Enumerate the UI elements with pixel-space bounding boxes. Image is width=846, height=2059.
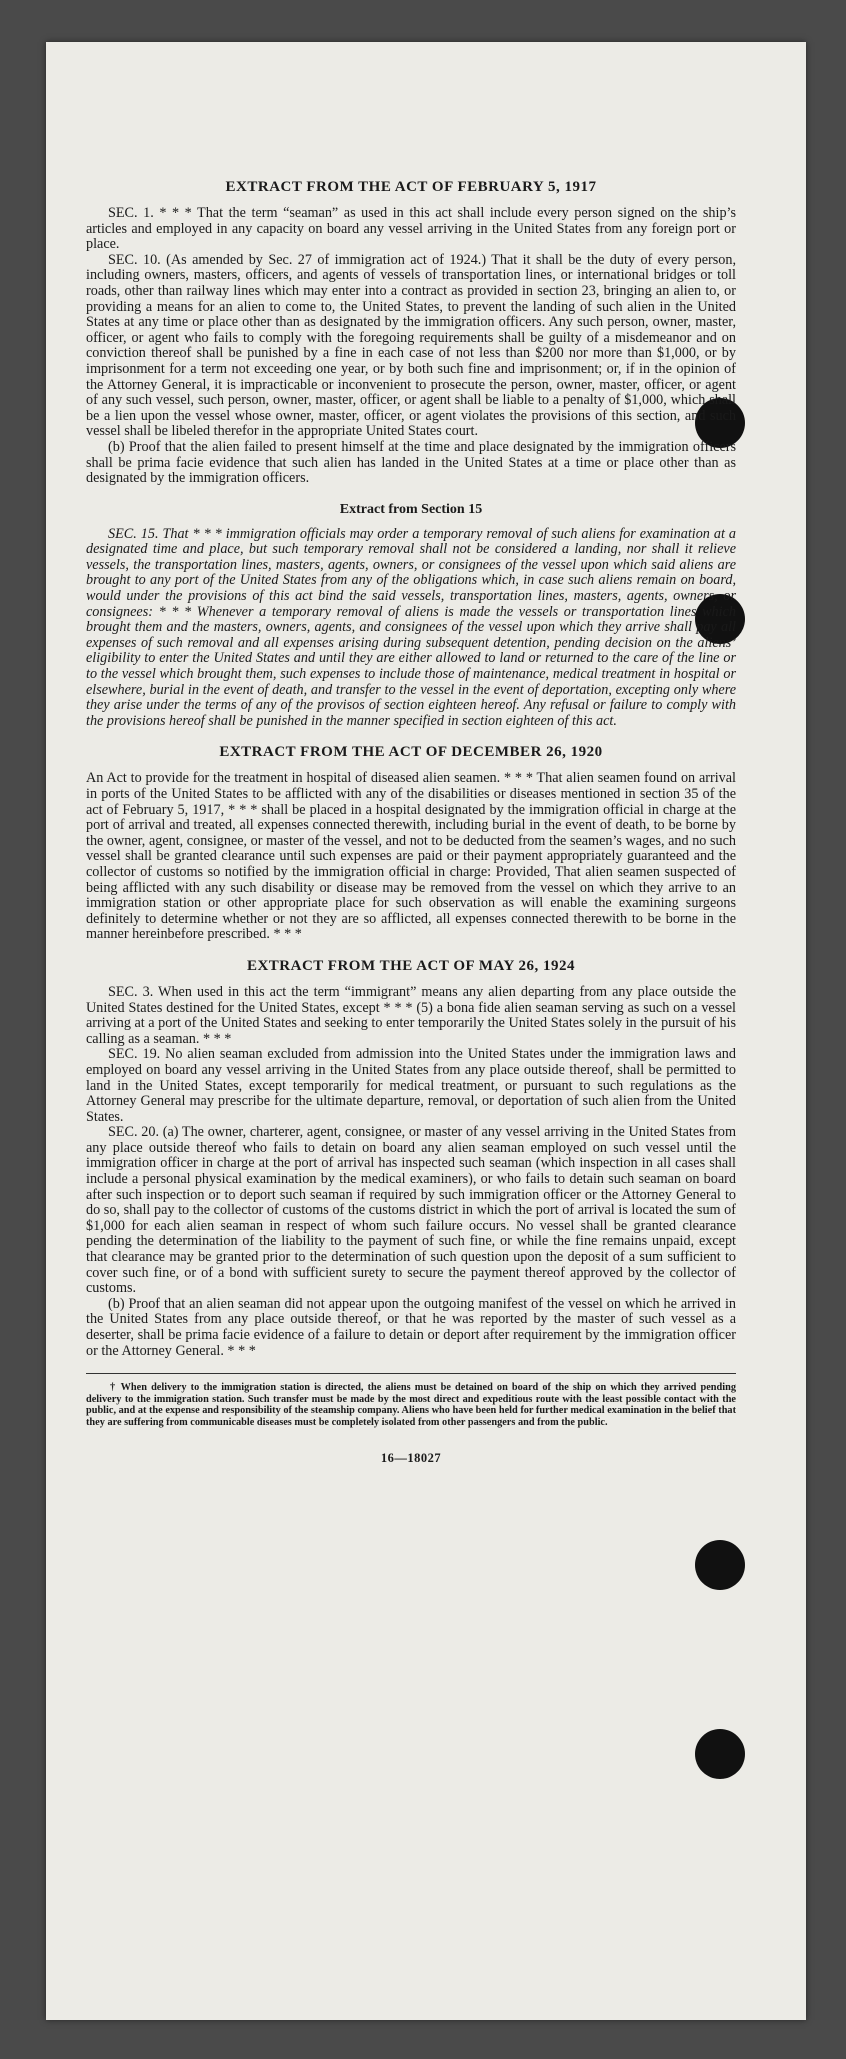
footnote-divider — [86, 1373, 736, 1374]
paragraph-sec-10b: (b) Proof that the alien failed to present himself at the time and place designated by the immigration officers shall be prima facie evidence that such alien has landed in the United States at a time or place other than as designated by the immigration officers. — [86, 438, 736, 487]
form-code: 16—18027 — [380, 1450, 442, 1465]
heading-section-15: Extract from Section 15 — [339, 501, 483, 517]
document-body — [86, 178, 736, 1466]
paragraph-sec-1: SEC. 1. * * * That the term “seaman” as used in this act shall include every person signed on the ship’s articles and employed in any capacity on board any vessel arriving in the United States from any foreign port or place. — [86, 205, 736, 253]
paragraph-act-1920: An Act to provide for the treatment in hospital of diseased alien seamen. * * * That alien seamen found on arrival in ports of the United States to be afflicted with any of the disabilities or diseases mentioned in section 35 of the act of February 5, 1917, * * * shall be placed in a hospital designated by the immigration official in charge at the port of arrival and treated, all expenses connected therewith, including burial in the event of death, to be borne by the owner, agent, consignee, or master of the vessel, and not to be deducted from the seamen’s wages, and no such vessel shall be granted clearance until such expenses are paid or their payment appropriately guaranteed and the collector of customs so notified by the immigration official in charge: Provided, That alien seamen suspected of being afflicted with any such disability or disease may be removed from the vessel on which they arrive to an immigration station or other appropriate place for such observation as will enable the examining surgeons definitely to determine whether or not they are so afflicted, all expenses connected therewith to be borne in the manner hereinbefore prescribed. * * * — [86, 770, 736, 943]
punch-hole — [695, 1540, 745, 1590]
paragraph-sec-20b: (b) Proof that an alien seaman did not appear upon the outgoing manifest of the vessel on which he arrived in the United States from any place outside thereof, or that he was reported by the master of such vessel as a deserter, shall be prima facie evidence of a failure to detain or deport after requirement by the immigration officer or the Attorney General. * * * — [86, 1295, 736, 1359]
paragraph-sec-3: SEC. 3. When used in this act the term “immigrant” means any alien departing from any place outside the United States destined for the United States, except * * * (5) a bona fide alien seaman serving as such on a vessel arriving at a port of the United States and seeking to enter temporarily the United States solely in the pursuit of his calling as a seaman. * * * — [86, 983, 736, 1047]
punch-hole — [695, 1729, 745, 1779]
paragraph-sec-15: SEC. 15. That * * * immigration officials may order a temporary removal of such aliens for examination at a designated time and place, but such temporary removal shall not be considered a landing, nor shall it relieve vessels, the transportation lines, masters, agents, owners, or consignees of the vessel upon which said aliens are brought to any port of the United States from any of the obligations which, in case such aliens remain on board, would under the provisions of this act bind the said vessels, transportation lines, masters, agents, owners, or consignees: * * * Whenever a temporary removal of aliens is made the vessels or transportation lines which brought them and the masters, owners, agents, and consignees of the vessel upon which they arrive shall pay all expenses of such removal and all expenses arising during subsequent detention, pending decision on the aliens’ eligibility to enter the United States and until they are either allowed to land or returned to the care of the line or to the vessel which brought them, such expenses to include those of maintenance, medical treatment in hospital or elsewhere, burial in the event of death, and transfer to the vessel in the event of deportation, excepting only where they arise under the terms of any of the provisos of section eighteen hereof. Any refusal or failure to comply with the provisions hereof shall be punished in the manner specified in section eighteen of this act. — [86, 525, 736, 729]
footnote: † When delivery to the immigration station is directed, the aliens must be detained on board of the ship on which they arrived pending delivery to the immigration station. Such transfer must be made by the most direct and expeditious route with the least possible contact with the public, and at the expense and responsibility of the steamship company. Aliens who have been held for further medical examination in the belief that they are suffering from communicable diseases must be completely isolated from other passengers and from the public. — [86, 1382, 736, 1428]
heading-act-1917: EXTRACT FROM THE ACT OF FEBRUARY 5, 1917 — [225, 179, 597, 195]
paragraph-sec-20a: SEC. 20. (a) The owner, charterer, agent, consignee, or master of any vessel arriving in the United States from any place outside thereof who fails to detain on board any alien seaman employed on such vessel until the immigration officer in charge at the port of arrival has inspected such seaman (which inspection in all cases shall include a personal physical examination by the medical examiners), or who fails to detain such seaman on board after such inspection or to deport such seaman if required by such immigration officer or the Attorney General to do so, shall pay to the collector of customs of the customs district in which the port of arrival is located the sum of $1,000 for each alien seaman in respect of whom such failure occurs. No vessel shall be granted clearance pending the determination of the liability to the payment of such fine, or while the fine remains unpaid, except that clearance may be granted prior to the determination of such question upon the deposit of a sum sufficient to cover such fine, or of a bond with sufficient surety to secure the payment thereof approved by the collector of customs. — [86, 1124, 736, 1297]
heading-act-1920: EXTRACT FROM THE ACT OF DECEMBER 26, 1920 — [219, 744, 603, 761]
heading-act-1924: EXTRACT FROM THE ACT OF MAY 26, 1924 — [246, 957, 576, 974]
paragraph-sec-19: SEC. 19. No alien seaman excluded from admission into the United States under the immigration laws and employed on board any vessel arriving in the United States from any place outside thereof, shall be permitted to land in the United States, except temporarily for medical treatment, or pursuant to such regulations as the Attorney General may prescribe for the ultimate departure, removal, or deportation of such alien from the United States. — [86, 1046, 736, 1125]
paragraph-sec-10: SEC. 10. (As amended by Sec. 27 of immigration act of 1924.) That it shall be the duty of every person, including owners, masters, officers, and agents of vessels of transportation lines, or international bridges or toll roads, other than railway lines which may enter into a contract as provided in section 23, bringing an alien to, or providing a means for an alien to come to, the United States, to prevent the landing of such alien in the United States at any time or place other than as designated by the immigration officers. Any such person, owner, master, officer, or agent who fails to comply with the foregoing requirements shall be guilty of a misdemeanor and on conviction thereof shall be punished by a fine in each case of not less than $200 nor more than $1,000, or by imprisonment for a term not exceeding one year, or by both such fine and imprisonment; or, if in the opinion of the Attorney General, it is impracticable or inconvenient to prosecute the person, owner, master, officer, or agent of any such vessel, such person, owner, master, officer, or agent shall be liable to a penalty of $1,000, which shall be a lien upon the vessel whose owner, master, officer, or agent violates the provisions of this section, and such vessel shall be libeled therefor in the appropriate United States court. — [86, 251, 736, 440]
